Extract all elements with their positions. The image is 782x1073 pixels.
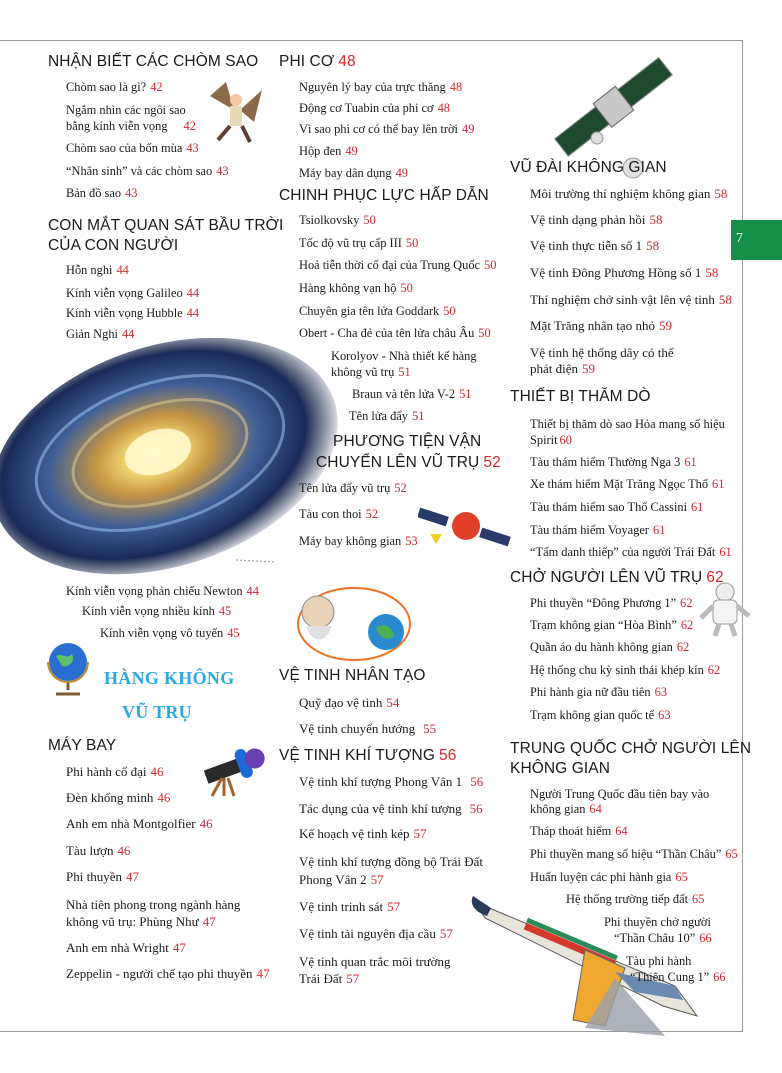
toc-entry[interactable]: Vệ tinh thực tiễn số 1 58 [530,238,660,253]
toc-entry[interactable]: Vệ tinh dạng phản hồi 58 [530,212,663,227]
toc-entry[interactable]: Vệ tinh khí tượng Phong Vân 1 56 [299,774,484,789]
toc-entry[interactable]: Huấn luyện các phi hành gia 65 [530,870,688,884]
toc-entry[interactable]: Vệ tinh chuyển hướng 55 [299,721,437,736]
toc-entry[interactable]: Hệ thống chu kỳ sinh thái khép kín 62 [530,663,721,677]
toc-entry[interactable]: Chuyên gia tên lửa Goddark 50 [299,304,456,318]
toc-entry[interactable]: Braun và tên lửa V-2 51 [352,387,472,401]
toc-entry[interactable]: Tàu phi hành “Thiên Cung 1” 66 [626,954,726,984]
toc-entry[interactable]: Kính viễn vọng vô tuyến 45 [100,626,240,640]
toc-entry[interactable]: Kính viễn vọng Hubble 44 [66,306,200,320]
toc-entry[interactable]: Phi thuyền mang số hiệu “Thần Châu” 65 [530,847,738,861]
toc-entry[interactable]: Kính viễn vọng phản chiếu Newton 44 [66,584,259,598]
toc-entry[interactable]: Ngắm nhìn các ngôi sao bằng kính viễn vọng 42 [66,103,196,133]
toc-entry[interactable]: Tên lửa đẩy vũ trụ 52 [299,481,407,495]
toc-entry[interactable]: Đèn khổng minh 46 [66,790,171,805]
galaxy-illustration [0,338,346,580]
toc-entry[interactable]: Kính viễn vọng nhiều kính 45 [82,604,232,618]
toc-entry[interactable]: Phi thuyền “Đông Phương 1” 62 [530,596,693,610]
toc-entry[interactable]: Mặt Trăng nhân tạo nhỏ 59 [530,318,672,333]
toc-entry[interactable]: Anh em nhà Montgolfier 46 [66,816,213,831]
toc-entry[interactable]: Hàng không vạn hộ 50 [299,281,413,295]
toc-entry[interactable]: Quỹ đạo vệ tinh 54 [299,695,400,710]
toc-entry[interactable]: Anh em nhà Wright 47 [66,940,186,955]
heading-aircraft: MÁY BAY [48,737,117,754]
toc-entry[interactable]: Hệ thống trường tiếp đất 65 [566,892,705,906]
toc-entry[interactable]: Phi hành cổ đại 46 [66,764,164,779]
toc-entry[interactable]: Vệ tinh khí tượng đồng bộ Trái Đất Phong Vân 2 57 [299,854,484,887]
heading-gravity: CHINH PHỤC LỰC HẤP DẪN [279,187,489,204]
toc-entry[interactable]: Xe thám hiểm Mặt Trăng Ngọc Thố 61 [530,477,725,491]
toc-entry[interactable]: Thiết bị thăm dò sao Hỏa mang số hiệu Spirit 60 [530,417,725,447]
toc-entry[interactable]: Tàu thám hiểm sao Thổ Cassini 61 [530,500,704,514]
toc-entry[interactable]: Nhà tiên phong trong ngành hàng không vũ trụ: Phùng Như 47 [66,897,241,929]
satellite-small-illustration [418,502,516,554]
toc-entry[interactable]: Động cơ Tuabin của phi cơ 48 [299,101,450,115]
toc-entry[interactable]: Bản đồ sao 43 [66,186,138,200]
earth-orbit-illustration [236,548,422,664]
page-number-tab [731,220,782,260]
toc-entry[interactable]: Quần áo du hành không gian 62 [530,640,690,654]
heading-transport: PHƯƠNG TIỆN VẬN [333,433,482,450]
globe-icon [44,638,96,700]
toc-entry[interactable]: Korolyov - Nhà thiết kế hàng không vũ trụ 51 [331,349,477,379]
toc-entry[interactable]: Tàu lượn 46 [66,843,131,858]
toc-entry[interactable]: Vệ tinh quan trắc môi trường Trái Đất 57 [299,954,451,986]
banner-aviation: HÀNG KHÔNG [104,668,235,688]
toc-entry[interactable]: Vệ tinh trinh sát 57 [299,899,401,914]
toc-entry[interactable]: “Tấm danh thiếp” của người Trái Đất 61 [530,545,732,559]
toc-entry[interactable]: Tàu con thoi 52 [299,507,379,521]
heading-observation: CON MẮT QUAN SÁT BẦU TRỜI CỦA CON NGƯỜI [48,217,284,254]
toc-entry[interactable]: Phi hành gia nữ đầu tiên 63 [530,685,668,699]
heading-constellations: NHẬN BIẾT CÁC CHÒM SAO [48,53,259,70]
toc-entry[interactable]: “Nhân sinh” và các chòm sao 43 [66,164,229,178]
toc-entry[interactable]: Tsiolkovsky 50 [299,213,376,227]
toc-entry[interactable]: Kính viễn vọng Galileo 44 [66,286,200,300]
toc-entry[interactable]: Hoả tiễn thời cổ đại của Trung Quốc 50 [299,258,497,272]
toc-entry[interactable]: Obert - Cha đẻ của tên lửa châu Âu 50 [299,326,491,340]
toc-entry[interactable]: Chòm sao là gì? 42 [66,80,163,94]
toc-entry[interactable]: Vệ tinh tài nguyên địa cầu 57 [299,926,453,941]
toc-entry[interactable]: Vệ tinh Đông Phương Hồng số 1 58 [530,265,719,280]
heading-manned: CHỞ NGƯỜI LÊN VŨ TRỤ 62 [510,569,724,586]
heading-transport-2: CHUYỂN LÊN VŨ TRỤ 52 [316,454,501,471]
toc-entry[interactable]: Chòm sao của bốn mùa 43 [66,141,199,155]
heading-weather-satellites: VỆ TINH KHÍ TƯỢNG 56 [279,747,457,764]
toc-entry[interactable]: Zeppelin - người chế tạo phi thuyền 47 [66,966,270,981]
toc-entry[interactable]: Vệ tinh hệ thống dây có thể phát điện 59 [530,345,674,376]
toc-entry[interactable]: Máy bay không gian 53 [299,534,418,548]
toc-entry[interactable]: Tốc độ vũ trụ cấp III 50 [299,236,419,250]
heading-satellites: VỆ TINH NHÂN TẠO [279,667,426,684]
toc-entry[interactable]: Phi thuyền 47 [66,869,139,884]
toc-entry[interactable]: Vì sao phi cơ có thể bay lên trời 49 [299,122,475,136]
toc-entry[interactable]: Tàu thám hiểm Thường Nga 3 61 [530,455,697,469]
winged-man-illustration [200,76,272,148]
toc-entry[interactable]: Tên lửa đẩy 51 [349,409,425,423]
toc-entry[interactable]: Nguyên lý bay của trực thăng 48 [299,80,463,94]
toc-entry[interactable]: Máy bay dân dụng 49 [299,166,408,180]
toc-entry[interactable]: Người Trung Quốc đầu tiên bay vào không gian 64 [530,787,710,816]
heading-probes: THIẾT BỊ THĂM DÒ [510,388,651,405]
toc-entry[interactable]: Tàu thám hiểm Voyager 61 [530,523,666,537]
toc-entry[interactable]: Trạm không gian quốc tế 63 [530,708,671,722]
toc-entry[interactable]: Kế hoạch vệ tinh kép 57 [299,826,427,841]
toc-entry[interactable]: Thí nghiệm chở sinh vật lên vệ tinh 58 [530,292,732,307]
heading-space-arena: VŨ ĐÀI KHÔNG GIAN [510,159,667,176]
toc-entry[interactable]: Giản Nghi 44 [66,327,135,341]
telescope-illustration [198,740,272,798]
toc-entry[interactable]: Môi trường thí nghiệm không gian 58 [530,186,728,201]
toc-entry[interactable]: Phi thuyền chở người “Thần Châu 10” 66 [604,915,712,945]
banner-space: VŨ TRỤ [122,702,192,722]
toc-entry[interactable]: Tháp thoát hiểm 64 [530,824,628,838]
heading-aircraft-planes: PHI CƠ 48 [279,53,356,70]
toc-entry[interactable]: Hộp đen 49 [299,144,358,158]
toc-entry[interactable]: Tác dụng của vệ tinh khí tượng 56 [299,801,483,816]
toc-entry[interactable]: Hỗn nghi 44 [66,263,129,277]
toc-entry[interactable]: Trạm không gian “Hòa Bình” 62 [530,618,694,632]
page-number: 7 [736,231,743,246]
heading-china-manned: TRUNG QUỐC CHỞ NGƯỜI LÊN KHÔNG GIAN [510,740,752,777]
